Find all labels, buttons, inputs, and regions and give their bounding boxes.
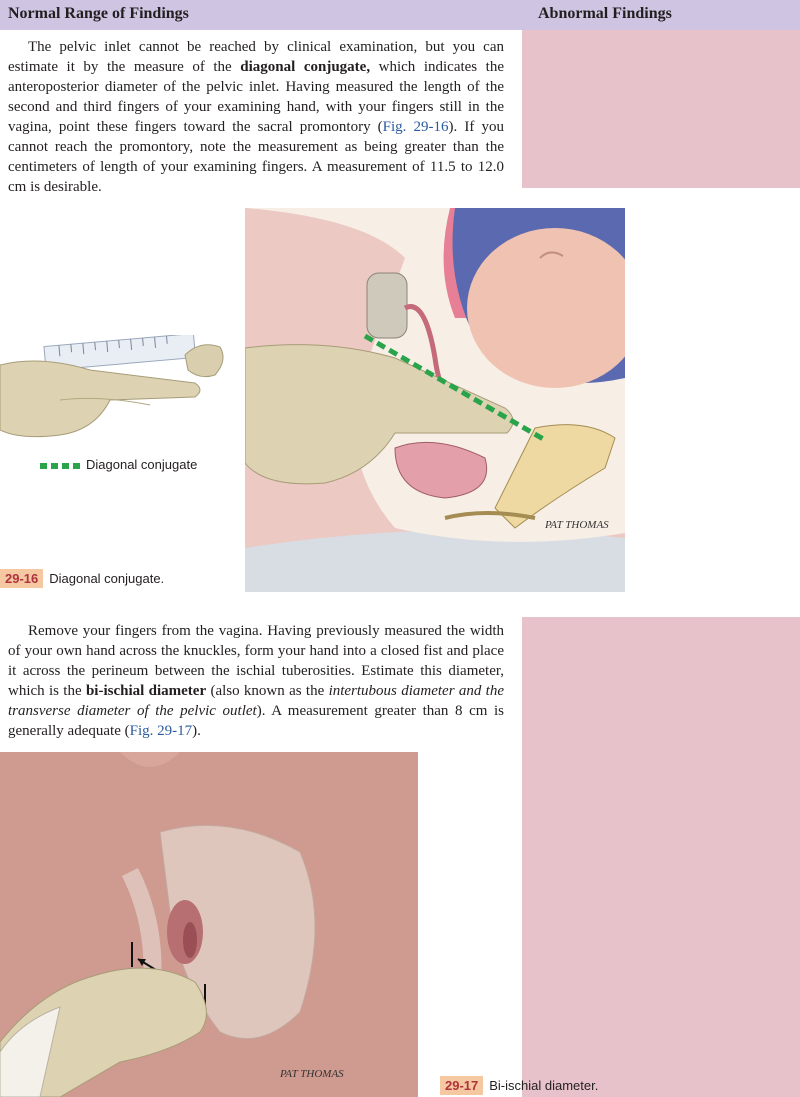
artist-signature: PAT THOMAS [280,1068,344,1080]
term-diagonal-conjugate: diagonal conjugate, [240,59,371,75]
pelvic-section-illustration [245,208,625,592]
figure-caption-29-17 [440,1078,598,1093]
header-abnormal-findings: Abnormal Findings [538,5,672,22]
abnormal-findings-panel-top [522,30,800,188]
figure-legend [40,457,197,472]
page-header [0,0,800,30]
hand-ruler-illustration [0,335,235,445]
figure-caption-29-16 [0,571,164,586]
artist-signature: PAT THOMAS [545,519,609,531]
header-normal-range: Normal Range of Findings [8,5,189,22]
paragraph-diagonal-conjugate: The pelvic inlet cannot be reached by clinical examination, but you can estimate it by the measure of the diagonal conjugate, which indicates the anteroposterior diameter of the pelvic inlet. Having measured the length of the second and third fingers of your examining hand, with your fingers still in the vagina, point these fingers toward the sacral promontory (Fig. 29-16). If you cannot reach the promontory, note the measurement as being greater than the centimeters of length of your examining fingers. A measurement of 11.5 to 12.0 cm is desirable. [8,39,505,195]
perineum-fist-illustration [0,752,418,1097]
term-bi-ischial-diameter: bi-ischial diameter [85,683,207,699]
abnormal-findings-panel-bottom [522,617,800,1097]
figure-link-29-17[interactable]: Fig. 29-17 [129,723,193,739]
figure-number-badge: 29-16 [0,569,43,588]
legend-label: Diagonal conjugate [86,457,198,472]
figure-caption-text: Bi-ischial diameter. [489,1078,599,1093]
paragraph-bi-ischial-diameter: Remove your fingers from the vagina. Having previously measured the width of your own hand across the knuckles, form your hand into a closed fist and place it across the perineum between the ischial tuberosities. Estimate this diameter, which is the bi-ischial diameter (also known as the intertubous diameter and the transverse diameter of the pelvic outlet). A measurement greater than 8 cm is generally adequate (Fig. 29-17). [8,623,505,739]
figure-number-badge: 29-17 [440,1076,483,1095]
figure-caption-text: Diagonal conjugate. [49,571,165,586]
dashed-line-swatch [40,463,80,469]
figure-link-29-16[interactable]: Fig. 29-16 [382,119,449,135]
